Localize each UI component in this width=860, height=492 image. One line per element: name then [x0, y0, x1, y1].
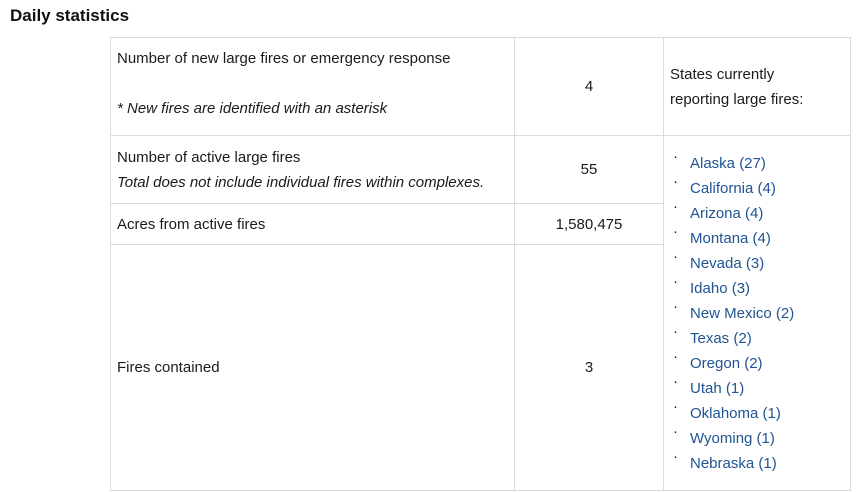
value-active-fires: 55	[515, 136, 664, 204]
states-header-line2: reporting large fires:	[670, 90, 804, 108]
page-title: Daily statistics	[10, 6, 130, 25]
state-link-idaho[interactable]: Idaho (3)	[690, 279, 751, 297]
state-link-texas[interactable]: Texas (2)	[690, 329, 752, 347]
state-link-montana[interactable]: Montana (4)	[690, 229, 771, 247]
list-item	[670, 447, 844, 476]
row-label-acres: Acres from active fires	[111, 204, 515, 245]
list-item	[670, 322, 844, 351]
list-item	[670, 397, 844, 426]
list-item	[670, 347, 844, 376]
bullet-icon: ·	[673, 297, 678, 315]
row-label-active-fires: Number of active large fires	[117, 148, 301, 166]
row-note-active-fires: Total does not include individual fires within complexes.	[117, 173, 485, 191]
states-list-cell	[664, 136, 851, 491]
list-item	[670, 422, 844, 451]
state-link-wyoming[interactable]: Wyoming (1)	[690, 429, 775, 447]
state-link-arizona[interactable]: Arizona (4)	[690, 204, 764, 222]
list-item	[670, 372, 844, 401]
row-note-new-fires: * New fires are identified with an asterisk	[117, 100, 388, 117]
state-link-new-mexico[interactable]: New Mexico (2)	[690, 304, 795, 322]
list-item	[670, 247, 844, 276]
bullet-icon: ·	[673, 197, 678, 215]
table-row	[111, 38, 851, 136]
value-acres: 1,580,475	[515, 204, 664, 245]
list-item	[670, 222, 844, 251]
bullet-icon: ·	[673, 397, 678, 415]
bullet-icon: ·	[673, 422, 678, 440]
bullet-icon: ·	[673, 447, 678, 465]
list-item	[670, 147, 844, 176]
label-cell	[111, 136, 515, 204]
state-link-utah[interactable]: Utah (1)	[690, 379, 745, 397]
list-item	[670, 172, 844, 201]
daily-statistics-table	[110, 37, 851, 491]
state-link-oregon[interactable]: Oregon (2)	[690, 354, 763, 372]
bullet-icon: ·	[673, 147, 678, 165]
states-header-cell	[664, 38, 851, 136]
state-link-nevada[interactable]: Nevada (3)	[690, 254, 765, 272]
bullet-icon: ·	[673, 322, 678, 340]
label-cell	[111, 38, 515, 136]
value-new-fires: 4	[515, 38, 664, 136]
bullet-icon: ·	[673, 347, 678, 365]
state-link-alaska[interactable]: Alaska (27)	[690, 154, 766, 172]
state-link-nebraska[interactable]: Nebraska (1)	[690, 454, 777, 472]
state-link-california[interactable]: California (4)	[690, 179, 776, 197]
bullet-icon: ·	[673, 372, 678, 390]
bullet-icon: ·	[673, 222, 678, 240]
states-header-line1: States currently	[670, 65, 775, 83]
table-row	[111, 136, 851, 204]
bullet-icon: ·	[673, 272, 678, 290]
state-link-oklahoma[interactable]: Oklahoma (1)	[690, 404, 781, 422]
bullet-icon: ·	[673, 172, 678, 190]
list-item	[670, 272, 844, 301]
row-label-new-fires: Number of new large fires or emergency response	[117, 50, 451, 67]
bullet-icon: ·	[673, 247, 678, 265]
value-fires-contained: 3	[515, 245, 664, 491]
row-label-fires-contained: Fires contained	[111, 245, 515, 491]
states-list	[670, 147, 844, 476]
list-item	[670, 197, 844, 226]
list-item	[670, 297, 844, 326]
